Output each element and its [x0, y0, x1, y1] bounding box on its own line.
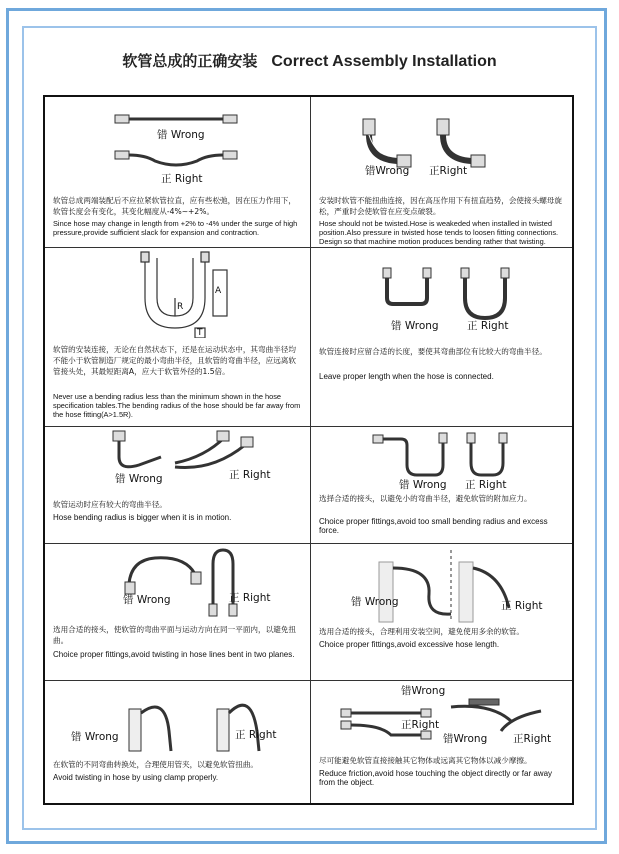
- panel-text-cn: 选用合适的接头，合理利用安装空间，避免使用多余的软管。: [319, 627, 525, 636]
- label-wrong: 错 Wrong: [399, 479, 447, 491]
- label-right: 正 Right: [465, 479, 507, 491]
- label-right: 正 Right: [235, 729, 277, 741]
- panel-text-en: Choice proper fittings,avoid twisting in hose lines bent in two planes.: [53, 650, 295, 659]
- panel-text-en: Choice proper fittings,avoid excessive hose length.: [319, 640, 500, 649]
- panel-text-cn: 软管连接时应留合适的长度，要使其弯曲部位有比较大的弯曲半径。: [319, 347, 547, 356]
- panel-hose-length: [311, 544, 576, 680]
- panel-text-cn: 软管总成两端装配后不应拉紧软管拉直，应有些松弛，因在压力作用下，软管长度会有变化，其变化幅度从-4%~+2%。: [53, 196, 296, 216]
- panel-text-cn: 软管的安装连接，无论在自然状态下，还是在运动状态中，其弯曲半径均不能小于软管制造厂规定的最小弯曲半径，且软管的弯曲半径，应远离软管接头处，其最短距离A，应大于软管外径的1.5倍。: [53, 345, 296, 376]
- label-wrong: 错 Wrong: [391, 320, 439, 332]
- panel-text-en: Hose should not be twisted.Hose is weakeded when installed in twisted position.Also pressure in twisted hose tends to loosen fitting connections. Design so that machine motion produces bending rather that twisting.: [319, 219, 559, 246]
- panel-text-cn: 在软管的不同弯曲转换处，合理使用管夹，以避免软管扭曲。: [53, 760, 259, 769]
- panel-text-en: Leave proper length when the hose is connected.: [319, 372, 494, 381]
- panel-text-cn: 选择合适的接头，以避免小的弯曲半径，避免软管的附加应力。: [319, 494, 532, 503]
- motion-illustration: [45, 427, 310, 497]
- proper-length-illustration: [311, 248, 576, 338]
- label-right-1: 正Right: [401, 719, 440, 731]
- label-right: 正Right: [429, 165, 468, 177]
- label-a: A: [215, 286, 222, 296]
- panel-text-en: Since hose may change in length from +2% to -4% under the surge of high pressure,provide sufficient slack for expansion and contraction.: [53, 219, 298, 237]
- panel-text-cn: 软管运动时应有较大的弯曲半径。: [53, 500, 167, 509]
- panel-text-cn: 安装时软管不能扭曲连接，因在高压作用下有扭直趋势，会使接头螺母旋松，严重时会使软管在应变点破裂。: [319, 196, 562, 216]
- label-wrong-top: 错Wrong: [401, 685, 446, 697]
- instruction-grid: [43, 95, 574, 805]
- label-right: 正 Right: [229, 469, 271, 481]
- panel-text-en: Hose bending radius is bigger when it is in motion.: [53, 513, 232, 522]
- label-t: T: [197, 328, 203, 338]
- label-right: 正 Right: [161, 173, 203, 185]
- panel-text-en: Never use a bending radius less than the minimum shown in the hose specification tables.The bending radius of the hose should be far away from the hose fitting(A>1.5R).: [53, 392, 301, 419]
- label-wrong: 错 Wrong: [71, 731, 119, 743]
- label-wrong: 错 Wrong: [115, 473, 163, 485]
- panel-text-cn: 尽可能避免软管直接接触其它物体或远离其它物体以减少摩擦。: [319, 756, 532, 765]
- clamps-illustration: [45, 681, 310, 761]
- twist-planes-illustration: [45, 544, 310, 619]
- panel-clamps: [45, 681, 310, 803]
- panel-text-en: Choice proper fittings,avoid too small bending radius and excess force.: [319, 517, 548, 535]
- label-wrong-bottom: 错Wrong: [443, 733, 488, 745]
- panel-motion: [45, 427, 310, 543]
- label-wrong: 错 Wrong: [123, 594, 171, 606]
- panel-slack: [45, 97, 310, 247]
- panel-twist: [311, 97, 576, 247]
- label-wrong: 错Wrong: [365, 165, 410, 177]
- panel-bend-radius: [45, 248, 310, 426]
- bend-radius-illustration: [45, 248, 310, 338]
- page-title: [0, 50, 619, 71]
- label-wrong: 错 Wrong: [351, 596, 399, 608]
- title-cn: 软管总成的正确安装: [122, 52, 258, 70]
- panel-text-en: Avoid twisting in hose by using clamp properly.: [53, 773, 219, 782]
- label-right-2: 正Right: [513, 733, 552, 745]
- label-right: 正 Right: [501, 600, 543, 612]
- panel-text-en: Reduce friction,avoid hose touching the object directly or far away from the object.: [319, 769, 553, 787]
- title-en: Correct Assembly Installation: [271, 53, 497, 70]
- panel-twist-planes: [45, 544, 310, 680]
- panel-friction: [311, 681, 576, 803]
- label-r: R: [177, 302, 184, 312]
- label-wrong: 错 Wrong: [157, 129, 205, 141]
- panel-proper-length: [311, 248, 576, 426]
- label-right: 正 Right: [229, 592, 271, 604]
- panel-fittings-radius: [311, 427, 576, 543]
- label-right: 正 Right: [467, 320, 509, 332]
- panel-text-cn: 选用合适的接头，使软管的弯曲平面与运动方向在同一平面内，以避免扭曲。: [53, 625, 296, 645]
